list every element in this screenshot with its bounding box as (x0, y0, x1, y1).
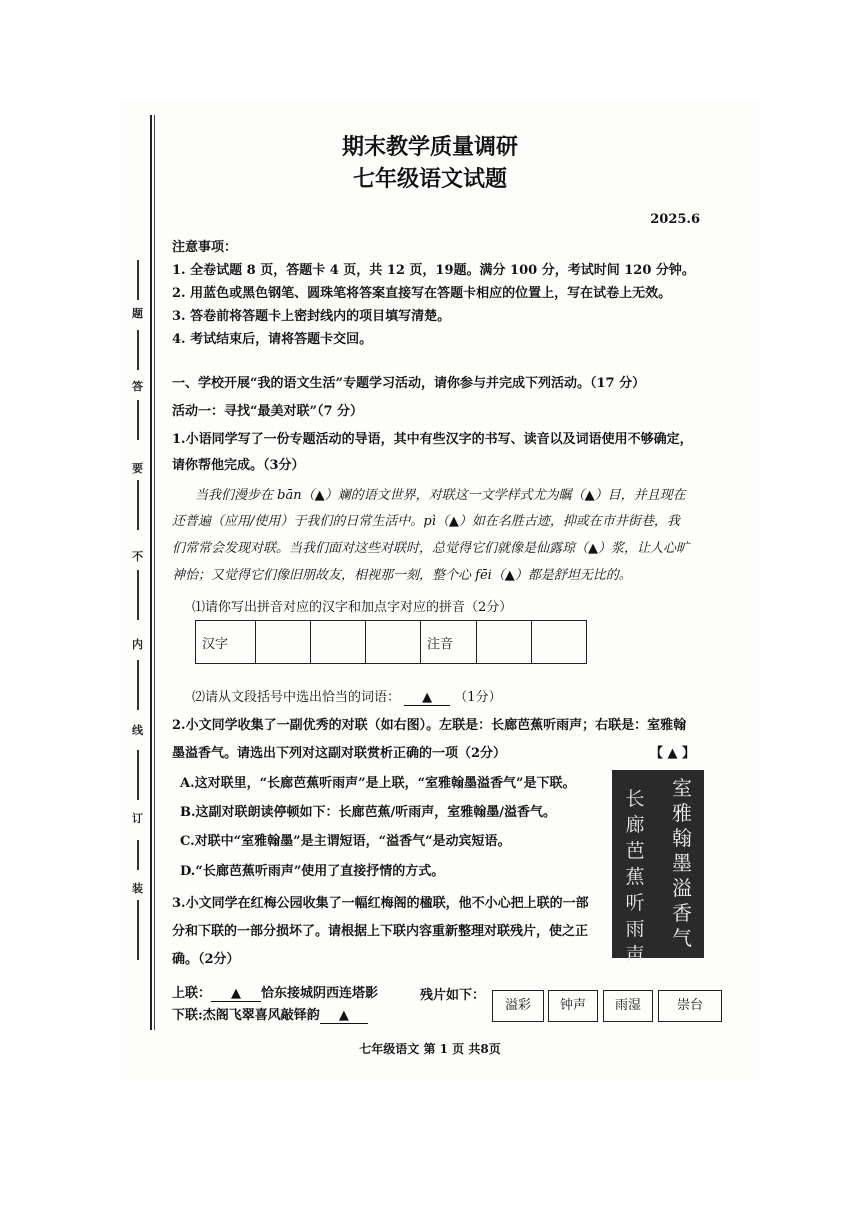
passage-line: 还普遍（应用/使用）于我们的日常生活中。pì（▲）如在名胜古迹，抑或在市井街巷，我 (172, 514, 680, 529)
fragment-card[interactable]: 溢彩 (492, 990, 544, 1022)
binding-char: 要 (132, 462, 143, 475)
page-footer: 七年级语文 第 1 页 共8页 (359, 1042, 501, 1056)
binding-char: 订 (132, 812, 143, 825)
couplet-image (612, 770, 704, 966)
table-label-hanzi: 汉字 (196, 621, 256, 664)
question-2: 2.小文同学收集了一副优秀的对联（如右图）。左联是：长廊芭蕉听雨声；右联是：室雅翰 (172, 718, 687, 733)
notice-item: 4. 考试结束后，请将答题卡交回。 (172, 332, 373, 347)
answer-cell[interactable] (256, 621, 311, 664)
binding-char: 题 (132, 307, 143, 320)
option-d: D.“长廊芭蕉听雨声”使用了直接抒情的方式。 (180, 864, 445, 879)
binding-line (150, 115, 152, 1030)
answer-cell[interactable] (311, 621, 366, 664)
option-c: C.对联中“室雅翰墨”是主谓短语，“溢香气”是动宾短语。 (180, 834, 511, 849)
upper-couplet (172, 982, 378, 1002)
sub-question-1: ⑴请你写出拼音对应的汉字和加点字对应的拼音（2分） (192, 600, 513, 615)
lower-couplet (172, 1004, 368, 1024)
sub-question-2-score: （1分） (454, 690, 502, 705)
binding-char: 线 (132, 724, 143, 737)
fragment-card[interactable]: 崇台 (658, 990, 722, 1022)
binding-char: 答 (132, 380, 143, 393)
binding-line-inner (154, 115, 155, 1030)
answer-cell[interactable] (532, 621, 587, 664)
answer-blank[interactable]: ▲ (404, 690, 450, 706)
binding-char: 不 (132, 550, 143, 563)
notice-item: 3. 答卷前将答题卡上密封线内的项目填写清楚。 (172, 309, 451, 324)
exam-title: 期末教学质量调研 (341, 134, 518, 160)
exam-subtitle: 七年级语文试题 (352, 166, 507, 192)
sub-question-2 (192, 686, 502, 706)
upper-blank[interactable]: ▲ (211, 986, 261, 1002)
option-b: B.这副对联朗读停顿如下：长廊芭蕉/听雨声，室雅翰墨/溢香气。 (180, 805, 557, 820)
section-title: 一、学校开展“我的语文生活”专题学习活动，请你参与并完成下列活动。（17 分） (172, 376, 646, 391)
sub-question-2-text: ⑵请从文段括号中选出恰当的词语： (192, 690, 401, 705)
binding-dash (137, 330, 139, 370)
passage-line: 们常常会发现对联。当我们面对这些对联时，总觉得它们就像是仙露琼（▲）浆，让人心旷 (172, 541, 689, 556)
upper-label: 上联： (172, 986, 212, 1001)
binding-char: 内 (132, 638, 143, 651)
notice-item: 2. 用蓝色或黑色钢笔、圆珠笔将答案直接写在答题卡相应的位置上，写在试卷上无效。 (172, 286, 672, 301)
fragments-label: 残片如下： (420, 988, 486, 1003)
binding-dash (137, 750, 139, 800)
upper-text: 恰东接城阴西连塔影 (261, 986, 379, 1001)
answer-bracket[interactable]: 【 ▲ 】 (650, 746, 696, 761)
passage-line: 当我们漫步在 bān（▲）斓的语文世界，对联这一文学样式尤为瞩（▲）目，并且现在 (195, 488, 686, 503)
fragment-card[interactable]: 雨湿 (603, 990, 653, 1022)
binding-dash (137, 480, 139, 530)
couplet-left-scroll: 长廊芭蕉听雨声 (625, 788, 645, 966)
binding-dash (137, 840, 139, 870)
binding-dash (137, 400, 139, 440)
answer-cell[interactable] (366, 621, 421, 664)
notice-heading: 注意事项： (172, 240, 238, 255)
question-2-cont: 墨溢香气。请选出下列对这副对联赏析正确的一项（2分） (172, 746, 507, 761)
lower-blank[interactable]: ▲ (320, 1008, 368, 1024)
question-3-cont: 确。（2分） (172, 952, 240, 967)
binding-dash (137, 660, 139, 710)
question-1-cont: 请你帮他完成。（3分） (172, 458, 305, 473)
answer-cell[interactable] (477, 621, 532, 664)
lower-text: 下联:杰阁飞翠喜风敲铎韵 (172, 1008, 320, 1023)
binding-dash (137, 570, 139, 620)
binding-char: 装 (132, 882, 143, 895)
option-a: A.这对联里，“长廊芭蕉听雨声”是上联，“室雅翰墨溢香气”是下联。 (180, 776, 576, 791)
passage-line: 神怡；又觉得它们像旧朋故友，相视那一刻，整个心 fēi（▲）都是舒坦无比的。 (172, 568, 632, 583)
answer-table (195, 620, 587, 664)
activity-title: 活动一：寻找“最美对联”（7 分） (172, 404, 364, 419)
table-label-zhuyin: 注音 (421, 621, 477, 664)
couplet-right-scroll: 室雅翰墨溢香气 (672, 776, 692, 950)
exam-date: 2025.6 (650, 212, 700, 227)
question-3-cont: 分和下联的一部分损坏了。请根据上下联内容重新整理对联残片，使之正 (172, 924, 589, 939)
binding-dash (137, 260, 139, 300)
question-1: 1.小语同学写了一份专题活动的导语，其中有些汉字的书写、读音以及词语使用不够确定， (172, 432, 693, 447)
notice-item: 1. 全卷试题 8 页，答题卡 4 页，共 12 页，19题。满分 100 分，考试时间 120 分钟。 (172, 263, 695, 278)
question-3: 3.小文同学在红梅公园收集了一幅红梅阁的楹联，他不小心把上联的一部 (172, 896, 589, 911)
binding-dash (137, 900, 139, 960)
fragment-card[interactable]: 钟声 (548, 990, 598, 1022)
